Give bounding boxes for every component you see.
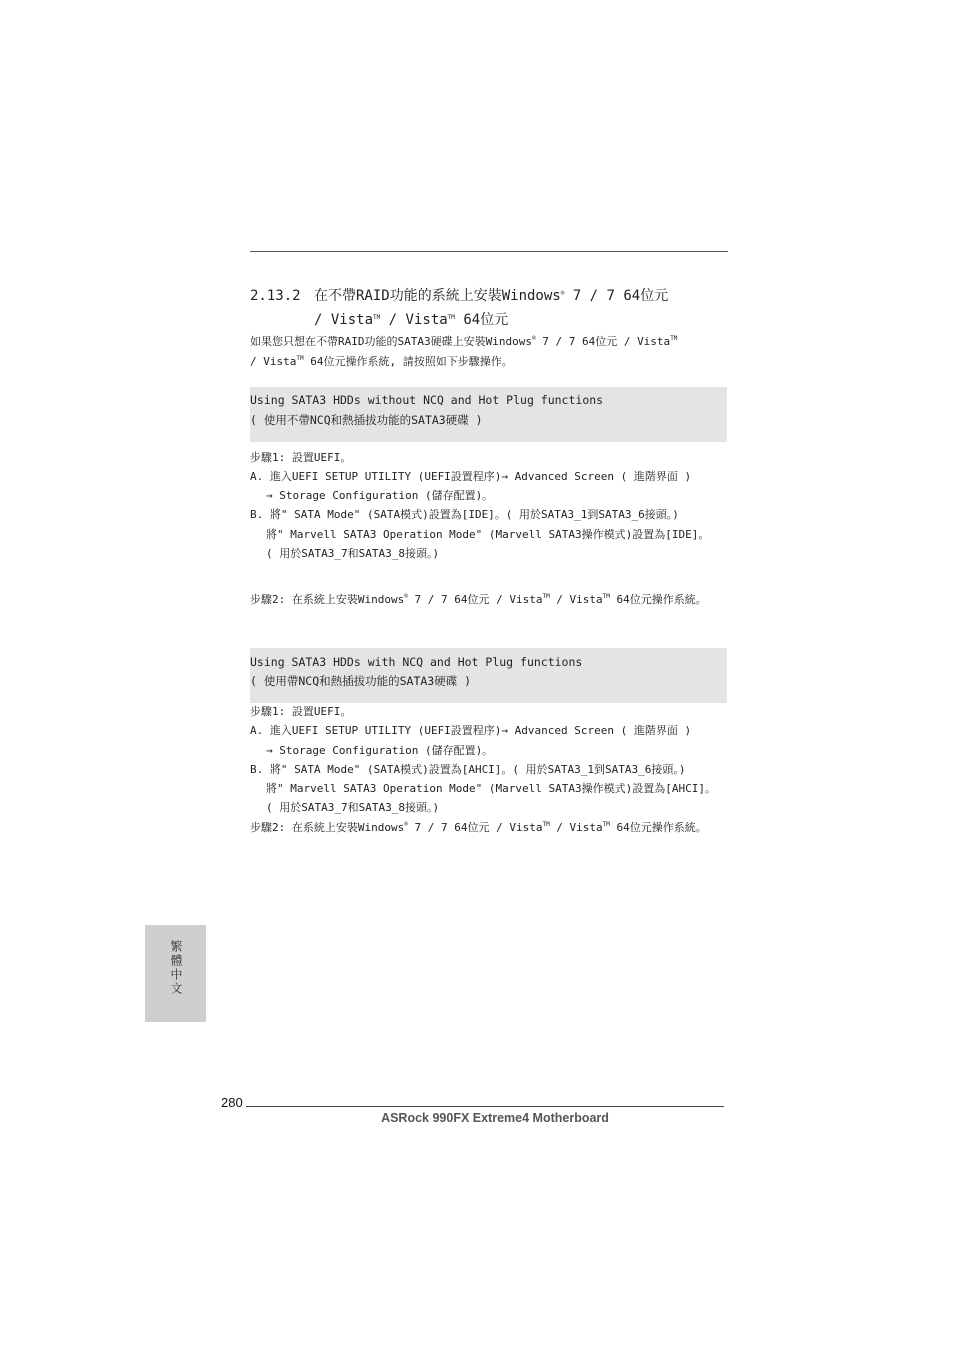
note-box-subtitle: ( 使用帶NCQ和熱插拔功能的SATA3硬碟 ) <box>250 674 472 688</box>
step-b-line: ( 用於SATA3_7和SATA3_8接頭。) <box>266 547 440 560</box>
step-b-line: B. 將" SATA Mode" (SATA模式)設置為[AHCI]。( 用於SATA3_1到SATA3_6接頭。) <box>250 763 686 776</box>
trademark-mark: TM <box>542 593 550 600</box>
step-a-line: A. 進入UEFI SETUP UTILITY (UEFI設置程序)→ Advanced Screen ( 進階界面 ) <box>250 724 692 737</box>
intro-text: 如果您只想在不帶RAID功能的SATA3硬碟上安裝Windows <box>250 335 532 348</box>
step2-text: 7 / 7 64位元 / Vista <box>407 593 543 606</box>
trademark-mark: TM <box>670 335 678 342</box>
section-title-part: / Vista <box>314 312 374 328</box>
intro-line <box>250 332 677 351</box>
step2-text: 7 / 7 64位元 / Vista <box>407 821 543 834</box>
footer-product-name: ASRock 990FX Extreme4 Motherboard <box>381 1111 609 1125</box>
section-title-part: 在不帶RAID功能的系統上安裝Windows <box>314 288 561 304</box>
step-a-line: A. 進入UEFI SETUP UTILITY (UEFI設置程序)→ Advanced Screen ( 進階界面 ) <box>250 470 692 483</box>
step2-text: 步驟2: 在系統上安裝Windows <box>250 593 405 606</box>
step2-text: 64位元操作系統。 <box>609 593 707 606</box>
step2-text: 64位元操作系統。 <box>609 821 707 834</box>
step1-label: 步驟1: 設置UEFI。 <box>250 451 352 464</box>
step-b-line: 將" Marvell SATA3 Operation Mode" (Marvell SATA3操作模式)設置為[IDE]。 <box>266 528 710 541</box>
section-number: 2.13.2 <box>250 288 301 304</box>
step2-text: / Vista <box>549 821 603 834</box>
registered-mark: ® <box>560 290 565 297</box>
registered-mark: ® <box>404 821 408 828</box>
registered-mark: ® <box>404 593 408 600</box>
step-b-line: B. 將" SATA Mode" (SATA模式)設置為[IDE]。( 用於SATA3_1到SATA3_6接頭。) <box>250 508 679 521</box>
trademark-mark: TM <box>447 314 455 321</box>
intro-text: 64位元操作系統, 請按照如下步驟操作。 <box>303 355 513 368</box>
page-number: 280 <box>221 1095 243 1110</box>
step-b-line: 將" Marvell SATA3 Operation Mode" (Marvell SATA3操作模式)設置為[AHCI]。 <box>266 782 716 795</box>
step1-label: 步驟1: 設置UEFI。 <box>250 705 352 718</box>
step-b-line: ( 用於SATA3_7和SATA3_8接頭。) <box>266 801 440 814</box>
section-heading-line2 <box>314 309 508 331</box>
trademark-mark: TM <box>296 355 304 362</box>
section-title-part: 64位元 <box>454 312 509 328</box>
trademark-mark: TM <box>542 821 550 828</box>
step2-text: 步驟2: 在系統上安裝Windows <box>250 821 405 834</box>
top-divider <box>250 251 728 252</box>
step2-line <box>250 590 707 609</box>
intro-text: / Vista <box>250 355 297 368</box>
step-a-line: → Storage Configuration (儲存配置)。 <box>266 744 494 757</box>
intro-text: 7 / 7 64位元 / Vista <box>535 335 671 348</box>
section-title-part: 7 / 7 64位元 <box>564 288 669 304</box>
section-title-part: / Vista <box>380 312 448 328</box>
trademark-mark: TM <box>373 314 381 321</box>
step2-line <box>250 818 707 837</box>
trademark-mark: TM <box>602 821 610 828</box>
step-a-line: → Storage Configuration (儲存配置)。 <box>266 489 494 502</box>
intro-line <box>250 352 513 371</box>
note-box-title: Using SATA3 HDDs without NCQ and Hot Plug functions <box>250 393 604 407</box>
section-heading <box>250 285 668 307</box>
trademark-mark: TM <box>602 593 610 600</box>
footer-divider <box>246 1106 724 1107</box>
language-side-tab-label: 繁體中文 <box>169 940 183 996</box>
note-box-subtitle: ( 使用不帶NCQ和熱插拔功能的SATA3硬碟 ) <box>250 413 483 427</box>
note-box-title: Using SATA3 HDDs with NCQ and Hot Plug functions <box>250 655 583 669</box>
step2-text: / Vista <box>549 593 603 606</box>
registered-mark: ® <box>531 335 536 342</box>
